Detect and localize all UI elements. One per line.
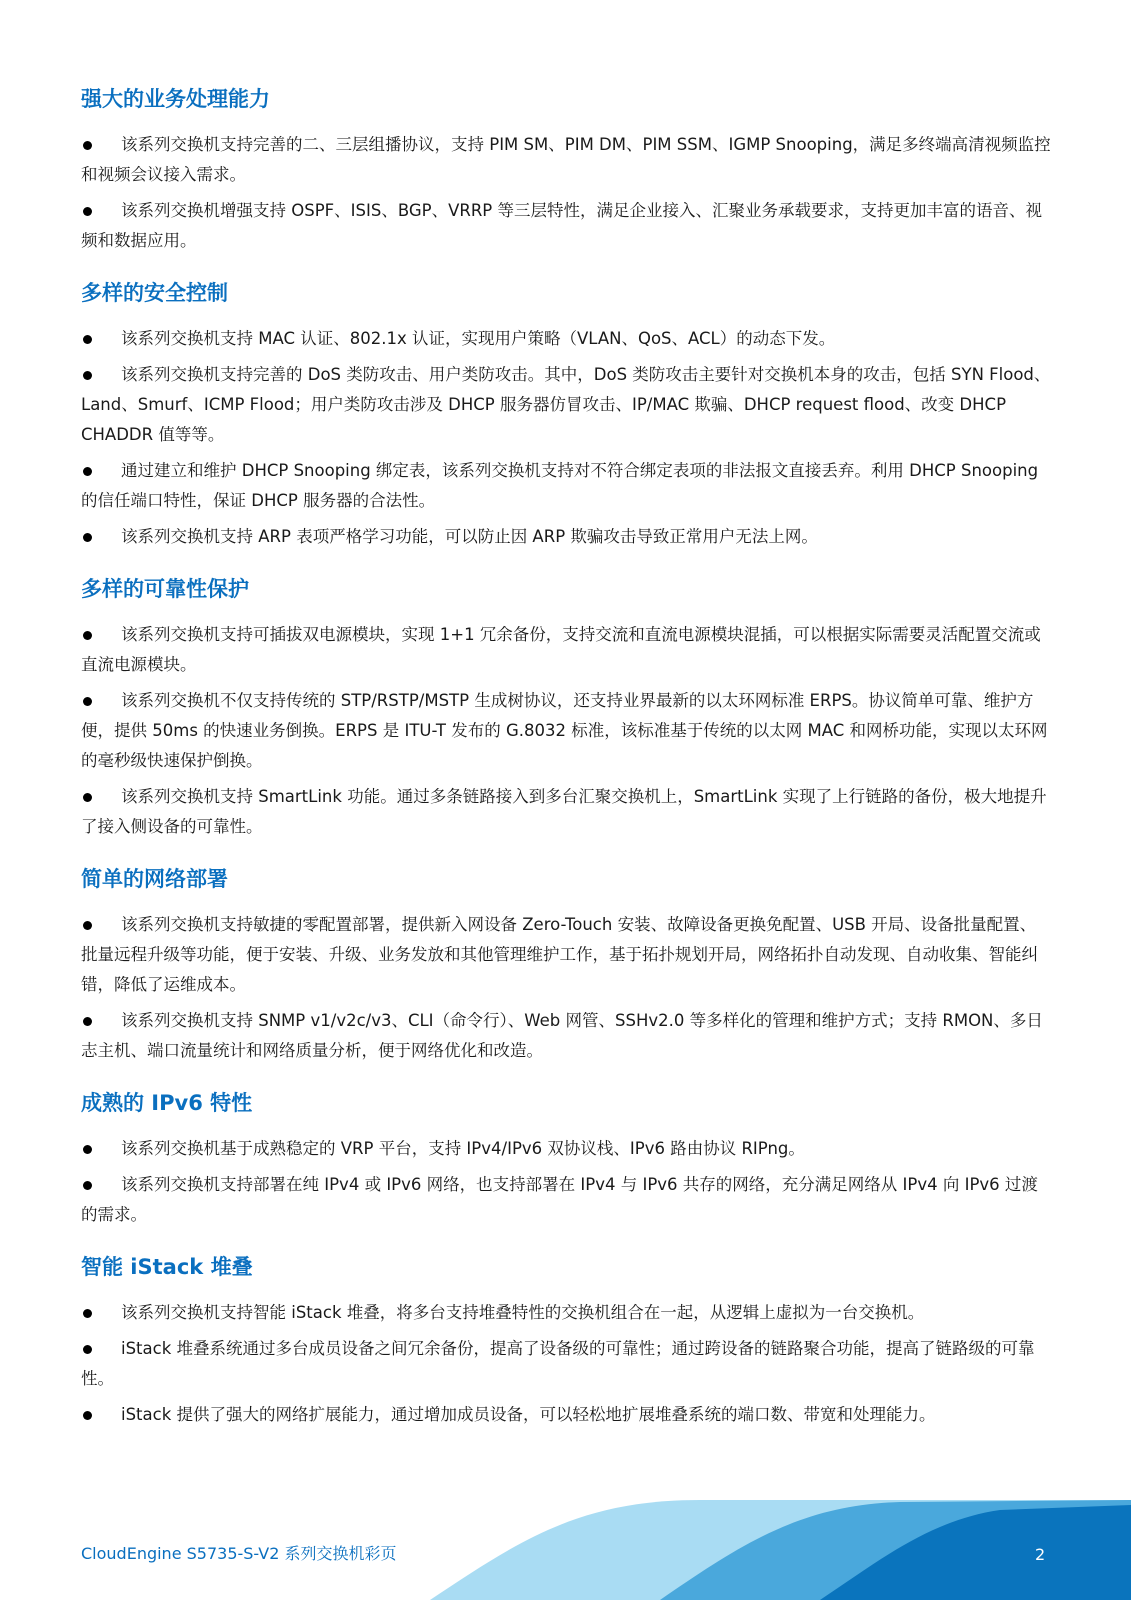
bullet-item [81, 324, 1051, 354]
bullet-dot-icon [83, 1181, 92, 1190]
bullet-item [81, 1334, 1051, 1394]
bullet-dot-icon [83, 533, 92, 542]
bullet-dot-icon [83, 467, 92, 476]
bullet-text: 该系列交换机增强支持 OSPF、ISIS、BGP、VRRP 等三层特性，满足企业接入、汇聚业务承载要求，支持更加丰富的语音、视频和数据应用。 [81, 201, 1043, 250]
page-number: 2 [1035, 1545, 1046, 1564]
bullet-text: 该系列交换机支持可插拔双电源模块，实现 1+1 冗余备份，支持交流和直流电源模块混插，可以根据实际需要灵活配置交流或直流电源模块。 [81, 625, 1041, 674]
section-title: 多样的安全控制 [81, 281, 228, 305]
section [81, 84, 1051, 256]
section [81, 1088, 1051, 1230]
section-title: 成熟的 IPv6 特性 [81, 1091, 253, 1115]
bullet-item [81, 620, 1051, 680]
section [81, 1252, 1051, 1430]
section [81, 278, 1051, 552]
footer-document-title: CloudEngine S5735-S-V2 系列交换机彩页 [81, 1544, 397, 1563]
bullet-dot-icon [83, 697, 92, 706]
bullet-text: 该系列交换机基于成熟稳定的 VRP 平台，支持 IPv4/IPv6 双协议栈、IPv6 路由协议 RIPng。 [121, 1139, 805, 1158]
section-title: 多样的可靠性保护 [81, 577, 249, 601]
bullet-item [81, 196, 1051, 256]
bullet-item [81, 456, 1051, 516]
bullet-item [81, 522, 1051, 552]
bullet-text: 通过建立和维护 DHCP Snooping 绑定表，该系列交换机支持对不符合绑定表项的非法报文直接丢弃。利用 DHCP Snooping 的信任端口特性，保证 DHCP 服务器的合法性。 [81, 461, 1039, 510]
bullet-item [81, 1170, 1051, 1230]
bullet-item [81, 360, 1051, 450]
bullet-text: 该系列交换机支持完善的 DoS 类防攻击、用户类防攻击。其中，DoS 类防攻击主要针对交换机本身的攻击，包括 SYN Flood、Land、Smurf、ICMP Flood；用户类防攻击涉及 DHCP 服务器仿冒攻击、IP/MAC 欺骗、DHCP request flood、改变 DHCP CHADDR 值等等。 [81, 365, 1051, 444]
bullet-text: 该系列交换机支持完善的二、三层组播协议，支持 PIM SM、PIM DM、PIM SSM、IGMP Snooping，满足多终端高清视频监控和视频会议接入需求。 [81, 135, 1051, 184]
bullet-item [81, 686, 1051, 776]
bullet-dot-icon [83, 1145, 92, 1154]
bullet-item [81, 1298, 1051, 1328]
bullet-text: iStack 堆叠系统通过多台成员设备之间冗余备份，提高了设备级的可靠性；通过跨设备的链路聚合功能，提高了链路级的可靠性。 [81, 1339, 1035, 1388]
bullet-text: iStack 提供了强大的网络扩展能力，通过增加成员设备，可以轻松地扩展堆叠系统的端口数、带宽和处理能力。 [121, 1405, 936, 1424]
bullet-item [81, 130, 1051, 190]
bullet-dot-icon [83, 207, 92, 216]
bullet-dot-icon [83, 921, 92, 930]
bullet-dot-icon [83, 335, 92, 344]
section [81, 574, 1051, 842]
bullet-dot-icon [83, 1309, 92, 1318]
bullet-item [81, 1134, 1051, 1164]
bullet-text: 该系列交换机支持 SNMP v1/v2c/v3、CLI（命令行）、Web 网管、SSHv2.0 等多样化的管理和维护方式；支持 RMON、多日志主机、端口流量统计和网络质量分析，便于网络优化和改造。 [81, 1011, 1043, 1060]
section-title: 强大的业务处理能力 [81, 87, 270, 111]
bullet-item [81, 1400, 1051, 1430]
bullet-text: 该系列交换机支持敏捷的零配置部署，提供新入网设备 Zero-Touch 安装、故障设备更换免配置、USB 开局、设备批量配置、批量远程升级等功能，便于安装、升级、业务发放和其他管理维护工作，基于拓扑规划开局，网络拓扑自动发现、自动收集、智能纠错，降低了运维成本。 [81, 915, 1038, 994]
bullet-dot-icon [83, 793, 92, 802]
bullet-text: 该系列交换机支持 MAC 认证、802.1x 认证，实现用户策略（VLAN、QoS、ACL）的动态下发。 [121, 329, 836, 348]
bullet-text: 该系列交换机支持智能 iStack 堆叠，将多台支持堆叠特性的交换机组合在一起，从逻辑上虚拟为一台交换机。 [121, 1303, 925, 1322]
bullet-dot-icon [83, 1345, 92, 1354]
bullet-dot-icon [83, 1411, 92, 1420]
bullet-dot-icon [83, 371, 92, 380]
bullet-item [81, 1006, 1051, 1066]
section-title: 智能 iStack 堆叠 [81, 1255, 253, 1279]
bullet-dot-icon [83, 141, 92, 150]
bullet-text: 该系列交换机不仅支持传统的 STP/RSTP/MSTP 生成树协议，还支持业界最新的以太环网标准 ERPS。协议简单可靠、维护方便，提供 50ms 的快速业务倒换。ERPS 是 ITU-T 发布的 G.8032 标准，该标准基于传统的以太网 MAC 和网桥功能，实现以太环网的毫秒级快速保护倒换。 [81, 691, 1048, 770]
section-title: 简单的网络部署 [81, 867, 228, 891]
bullet-item [81, 910, 1051, 1000]
bullet-text: 该系列交换机支持 SmartLink 功能。通过多条链路接入到多台汇聚交换机上，SmartLink 实现了上行链路的备份，极大地提升了接入侧设备的可靠性。 [81, 787, 1047, 836]
bullet-text: 该系列交换机支持 ARP 表项严格学习功能，可以防止因 ARP 欺骗攻击导致正常用户无法上网。 [121, 527, 818, 546]
bullet-text: 该系列交换机支持部署在纯 IPv4 或 IPv6 网络，也支持部署在 IPv4 与 IPv6 共存的网络，充分满足网络从 IPv4 向 IPv6 过渡的需求。 [81, 1175, 1038, 1224]
bullet-item [81, 782, 1051, 842]
bullet-dot-icon [83, 1017, 92, 1026]
bullet-dot-icon [83, 631, 92, 640]
section [81, 864, 1051, 1066]
document-body [81, 84, 1051, 1452]
